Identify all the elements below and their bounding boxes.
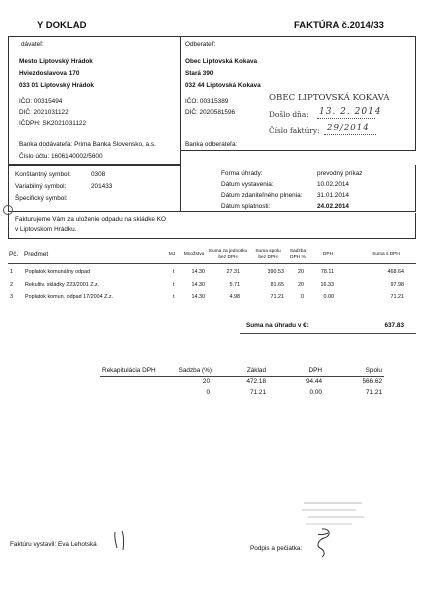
supplier-bank: Banka dodávateľa: Prima Banka Slovensko, a.s.	[19, 141, 156, 148]
customer-city: 032 44 Liptovská Kokava	[185, 82, 261, 89]
issue-date-label: Dátum vystavenia:	[221, 181, 274, 188]
intro-line-1: Fakturujeme Vám za uloženie odpadu na skládke KO	[15, 216, 166, 223]
invoice-number-value: 29/2014	[327, 123, 370, 133]
konst-symbol-label: Konštantný symbol:	[15, 171, 71, 178]
invoice-title: FAKTÚRA č.2014/33	[294, 20, 384, 31]
col-header-vat: DPH	[322, 252, 334, 257]
taxable-date-value: 31.01.2014	[317, 192, 349, 199]
recap-header-total: Spolu	[365, 367, 382, 374]
total-value: 637.83	[384, 322, 404, 329]
var-symbol-value: 201433	[91, 183, 113, 190]
table-row: 3 Poplatok komun. odpad 17/2004 Z.z. t 14.30 4.98 71.21 0 0.00 71.21	[10, 294, 404, 300]
doc-title-left: Y DOKLAD	[37, 20, 87, 31]
recap-rule	[100, 376, 384, 377]
customer-label: Odberateľ:	[185, 41, 216, 48]
signature-label: Podpis a pečiatka:	[250, 545, 303, 552]
customer-bank: Banka odberateľa:	[185, 141, 238, 148]
supplier-name: Mesto Liptovský Hrádok	[19, 58, 93, 65]
customer-name: Obec Liptovská Kokava	[185, 58, 258, 65]
col-header-unit: MJ	[168, 252, 176, 257]
recap-header-vat: DPH	[308, 367, 322, 374]
customer-signature	[310, 526, 336, 560]
table-row: 2 Rekultiv. skládky 223/2001 Z.z. t 14.30 5.71 81.65 20 16.33 97.98	[10, 282, 404, 288]
received-stamp-title: OBEC LIPTOVSKÁ KOKAVA	[269, 93, 390, 103]
spec-symbol-label: Špecifický symbol:	[15, 195, 68, 202]
supplier-street: Hviezdoslavova 170	[19, 70, 80, 77]
issue-date-value: 10.02.2014	[317, 181, 349, 188]
intro-box	[8, 213, 416, 239]
intro-line-2: v Liptovskom Hrádku.	[15, 226, 77, 233]
var-symbol-label: Variabilný symbol:	[15, 183, 67, 190]
table-row: 1 Poplatok komunálny odpad t 14.30 27.31 390.53 20 78.11 468.64	[10, 269, 404, 275]
recap-header-base: Základ	[246, 367, 266, 374]
col-header-item: Predmet	[24, 251, 49, 258]
recap-header-rate: Sadzba (%)	[178, 367, 212, 374]
total-label: Suma na úhradu v €:	[246, 322, 309, 329]
konst-symbol-value: 0308	[91, 171, 106, 178]
col-header-total-no-vat: Suma spolu bez DPH	[255, 249, 281, 260]
supplier-box	[8, 36, 181, 165]
col-header-no: Pč.	[9, 251, 19, 258]
payment-form-value: prevodný príkaz	[317, 170, 363, 177]
total-rule	[240, 333, 416, 334]
col-header-qty: Množstvo	[183, 252, 205, 257]
received-date-line	[317, 118, 375, 119]
issued-by: Faktúru vystavil: Eva Lehotská	[10, 541, 97, 548]
issuer-signature	[112, 530, 128, 552]
recap-title: Rekapitulácia DPH	[102, 367, 156, 374]
customer-dic: DIČ: 2020581596	[185, 109, 236, 116]
invoice-number-line	[324, 134, 376, 135]
supplier-ico: IČO: 00315494	[19, 98, 63, 105]
symbols-box	[8, 165, 181, 212]
customer-ico: IČO: 00315389	[185, 98, 229, 105]
received-date-label: Došlo dňa:	[269, 110, 309, 119]
supplier-icdph: IČDPH: SK2021031122	[19, 120, 87, 127]
table-header-rule	[8, 263, 416, 264]
payment-box	[180, 165, 416, 212]
invoice-number-label: Číslo faktúry:	[269, 126, 320, 135]
taxable-date-label: Dátum zdaniteľného plnenia:	[221, 192, 303, 199]
due-date-label: Dátum splatnosti:	[221, 203, 271, 210]
recap-row: 0 71.21 0.00 71.21	[206, 389, 382, 396]
col-header-unit-price: Suma za jednotku bez DPH	[208, 249, 248, 260]
col-header-total-vat: Suma s DPH	[372, 252, 400, 257]
recap-row: 20 472.18 94.44 566.62	[202, 378, 382, 385]
received-date-value: 13. 2. 2014	[319, 107, 382, 117]
supplier-dic: DIČ: 2021031122	[19, 109, 69, 116]
supplier-label: dávateľ:	[21, 41, 44, 48]
supplier-city: 033 01 Liptovský Hrádok	[19, 82, 94, 89]
customer-box	[180, 36, 416, 151]
payment-form-label: Forma úhrady:	[221, 170, 263, 177]
customer-street: Stará 390	[185, 70, 214, 77]
supplier-account: Číslo účtu: 1606140002/5600	[19, 153, 103, 160]
due-date-value: 24.02.2014	[317, 203, 349, 210]
punch-hole-mark	[3, 205, 13, 215]
col-header-rate: Sadzba DPH %	[289, 249, 307, 260]
